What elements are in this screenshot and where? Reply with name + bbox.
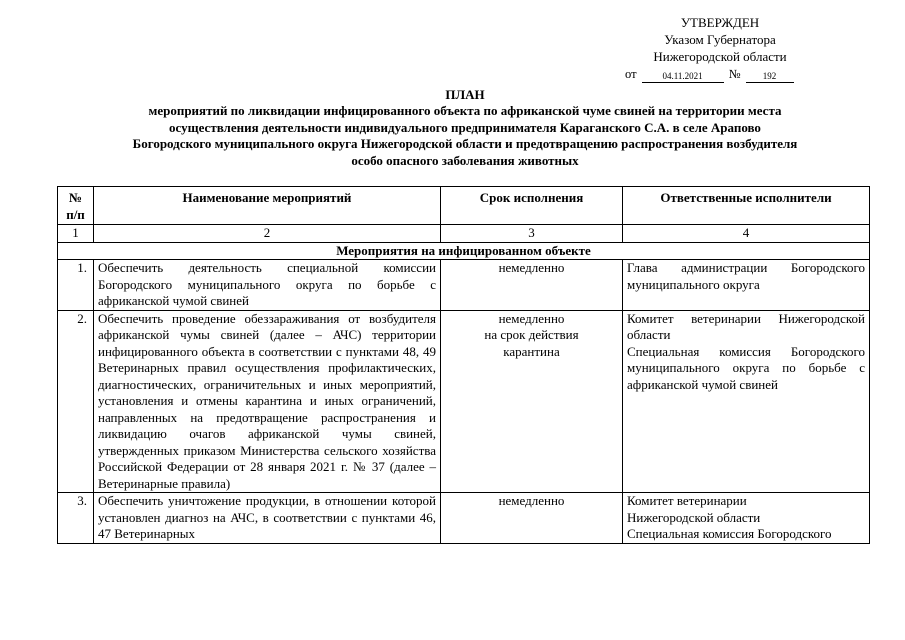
row-action: Обеспечить проведение обеззараживания от возбудителя африканской чумы свиней (далее – АЧС) территории инфицированного объекта в соответствии с пунктами 48, 49 Ветеринарных правил осуществления профилактических, диагностических, ограничительных и иных мероприятий, установления и отмены карантина и иных ограничений, направленных на предотвращение распространения и ликвидацию очагов африканской чумы свиней, утвержденных приказом Министерства сельского хозяйства Российской Федерации от 28 января 2021 г. № 37 (далее – Ветеринарные правила) [94,310,441,493]
row-deadline: немедленно [441,260,623,311]
document-title [60,86,870,169]
row-number: 1. [58,260,94,311]
row-action: Обеспечить уничтожение продукции, в отношении которой установлен диагноз на АЧС, в соответствии с пунктами 46, 47 Ветеринарных [94,493,441,544]
number-label: № [728,67,741,81]
approval-title: УТВЕРЖДЕН [680,15,760,30]
row-number: 3. [58,493,94,544]
title-line-3: Богородского муниципального округа Нижегородской области и предотвращению распространения возбудителя [132,136,798,151]
approval-number: 192 [746,71,794,83]
row-responsible: Глава администрации Богородского муниципального округа [623,260,870,311]
column-number: 3 [441,225,623,243]
approval-decree: Указом Губернатора [664,32,776,47]
column-number: 4 [623,225,870,243]
header-responsible: Ответственные исполнители [623,187,870,225]
approval-date: 04.11.2021 [642,71,724,83]
title-line-2: осуществления деятельности индивидуального предпринимателя Караганского С.А. в селе Арапово [169,119,761,135]
header-row [58,187,870,225]
row-responsible: Комитет ветеринарии Нижегородской области Специальная комиссия Богородского муниципального округа по борьбе с африканской чумой свиней [623,310,870,493]
section-row [58,242,870,260]
title-line-4: особо опасного заболевания животных [351,152,579,168]
column-number: 2 [94,225,441,243]
row-number: 2. [58,310,94,493]
column-number: 1 [58,225,94,243]
title-heading: ПЛАН [445,87,485,102]
header-num: № п/п [58,187,94,225]
header-name: Наименование мероприятий [94,187,441,225]
row-deadline: немедленно на срок действия карантина [441,310,623,493]
approval-date-number [625,66,850,83]
from-label: от [625,67,637,81]
row-deadline: немедленно [441,493,623,544]
table-row [58,310,870,493]
approval-region: Нижегородской области [653,49,787,64]
section-title: Мероприятия на инфицированном объекте [58,242,870,260]
plan-table [57,186,870,544]
table-row [58,260,870,311]
approval-stamp [590,14,850,83]
column-number-row [58,225,870,243]
header-deadline: Срок исполнения [441,187,623,225]
row-action: Обеспечить деятельность специальной комиссии Богородского муниципального округа по борьбе с африканской чумой свиней [94,260,441,311]
table-row [58,493,870,544]
title-line-1: мероприятий по ликвидации инфицированного объекта по африканской чуме свиней на территории места [148,103,782,118]
row-responsible: Комитет ветеринарии Нижегородской области Специальная комиссия Богородского [623,493,870,544]
